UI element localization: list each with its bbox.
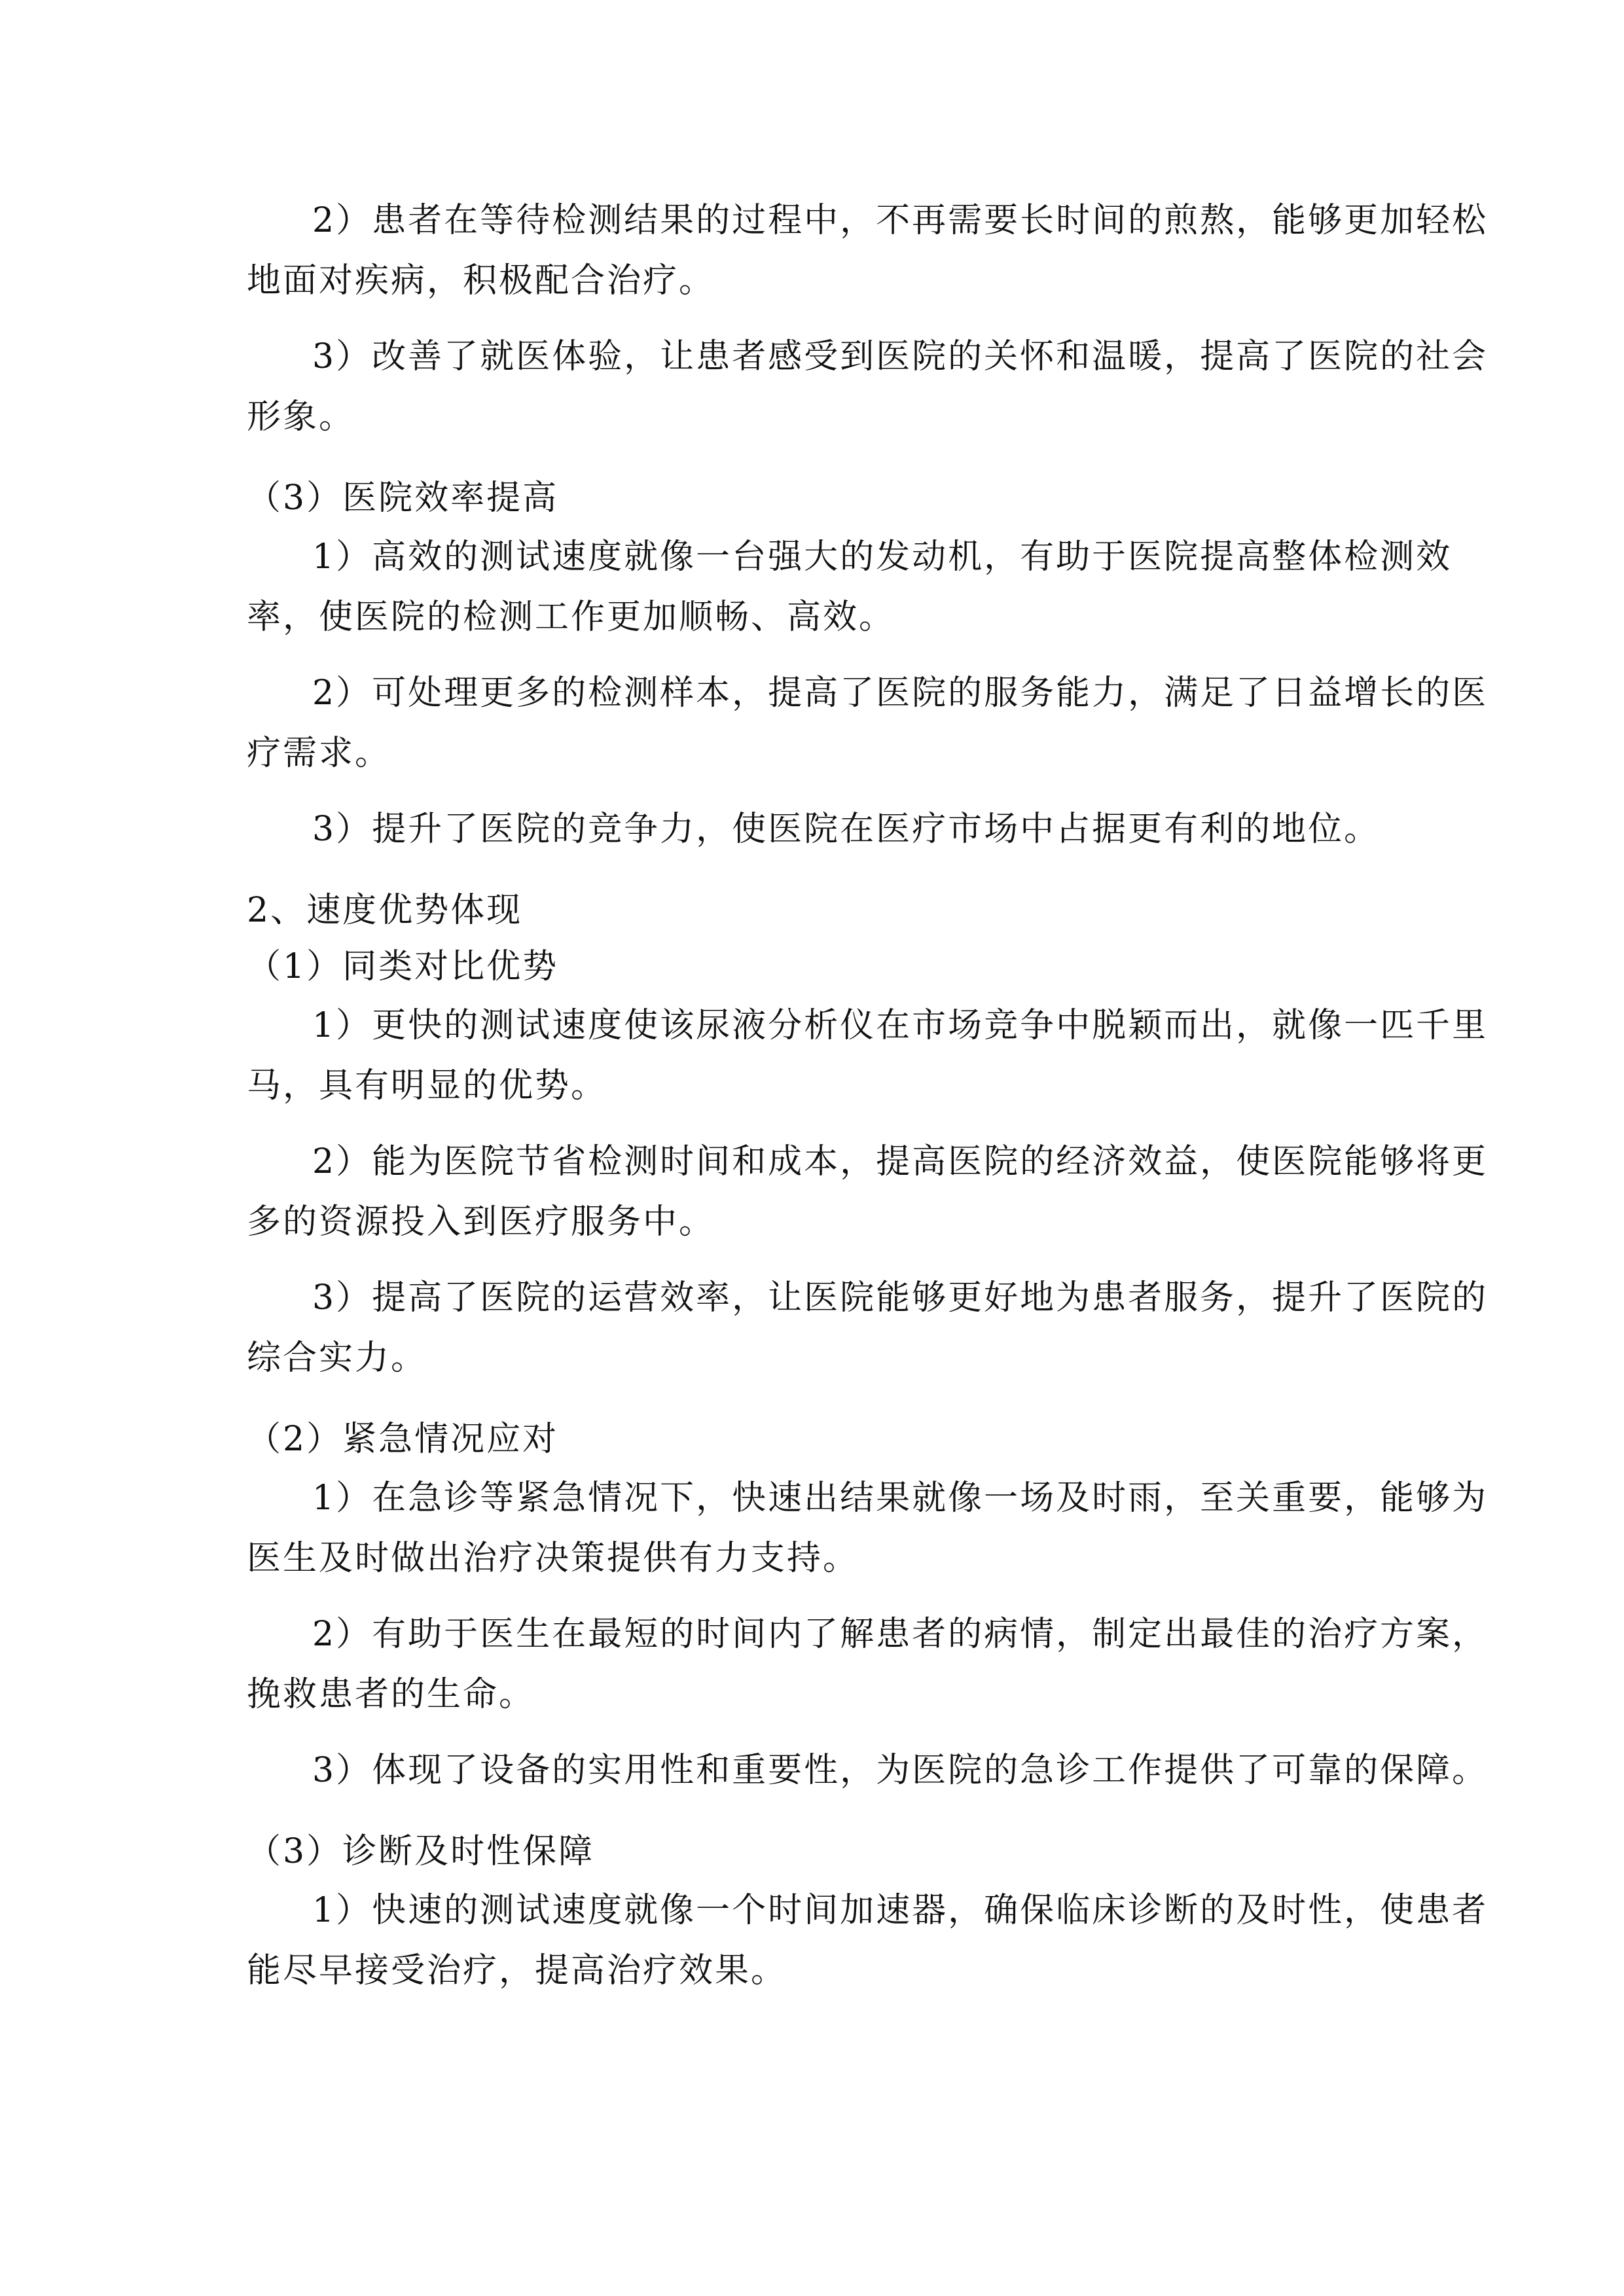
paragraph-line: 1）更快的测试速度使该尿液分析仪在市场竞争中脱颖而出，就像一匹千里 — [312, 1006, 1489, 1045]
paragraph-line: 地面对疾病，积极配合治疗。 — [247, 261, 715, 300]
paragraph-line: 2）能为医院节省检测时间和成本，提高医院的经济效益，使医院能够将更 — [312, 1142, 1489, 1181]
section-heading: （2）紧急情况应对 — [247, 1420, 559, 1459]
section-heading: （3）诊断及时性保障 — [247, 1832, 595, 1871]
paragraph-line: 能尽早接受治疗，提高治疗效果。 — [247, 1951, 787, 1990]
paragraph-line: 形象。 — [247, 397, 355, 437]
paragraph-line: 疗需求。 — [247, 734, 391, 773]
paragraph-line: 2）有助于医生在最短的时间内了解患者的病情，制定出最佳的治疗方案， — [312, 1615, 1489, 1654]
paragraph-line: 率，使医院的检测工作更加顺畅、高效。 — [247, 598, 895, 637]
paragraph-line: 3）提高了医院的运营效率，让医院能够更好地为患者服务，提升了医院的 — [312, 1278, 1489, 1318]
paragraph-line: 3）改善了就医体验，让患者感受到医院的关怀和温暖，提高了医院的社会 — [312, 337, 1489, 376]
paragraph-line: 3）体现了设备的实用性和重要性，为医院的急诊工作提供了可靠的保障。 — [312, 1751, 1489, 1790]
section-heading: （3）医院效率提高 — [247, 478, 559, 518]
paragraph-line: 2）可处理更多的检测样本，提高了医院的服务能力，满足了日益增长的医 — [312, 673, 1489, 713]
paragraph-line: 1）高效的测试速度就像一台强大的发动机，有助于医院提高整体检测效 — [312, 537, 1453, 577]
paragraph-line: 综合实力。 — [247, 1338, 427, 1378]
paragraph-line: 2）患者在等待检测结果的过程中，不再需要长时间的煎熬，能够更加轻松 — [312, 201, 1489, 240]
section-heading: 2、速度优势体现 — [247, 891, 523, 930]
paragraph-line: 医生及时做出治疗决策提供有力支持。 — [247, 1539, 859, 1578]
paragraph-line: 多的资源投入到医疗服务中。 — [247, 1202, 715, 1242]
paragraph-line: 1）在急诊等紧急情况下，快速出结果就像一场及时雨，至关重要，能够为 — [312, 1479, 1489, 1518]
paragraph-line: 马，具有明显的优势。 — [247, 1066, 607, 1105]
paragraph-line: 3）提升了医院的竞争力，使医院在医疗市场中占据更有利的地位。 — [312, 810, 1380, 849]
paragraph-line: 挽救患者的生命。 — [247, 1675, 535, 1714]
section-heading: （1）同类对比优势 — [247, 947, 559, 986]
paragraph-line: 1）快速的测试速度就像一个时间加速器，确保临床诊断的及时性，使患者 — [312, 1891, 1489, 1930]
